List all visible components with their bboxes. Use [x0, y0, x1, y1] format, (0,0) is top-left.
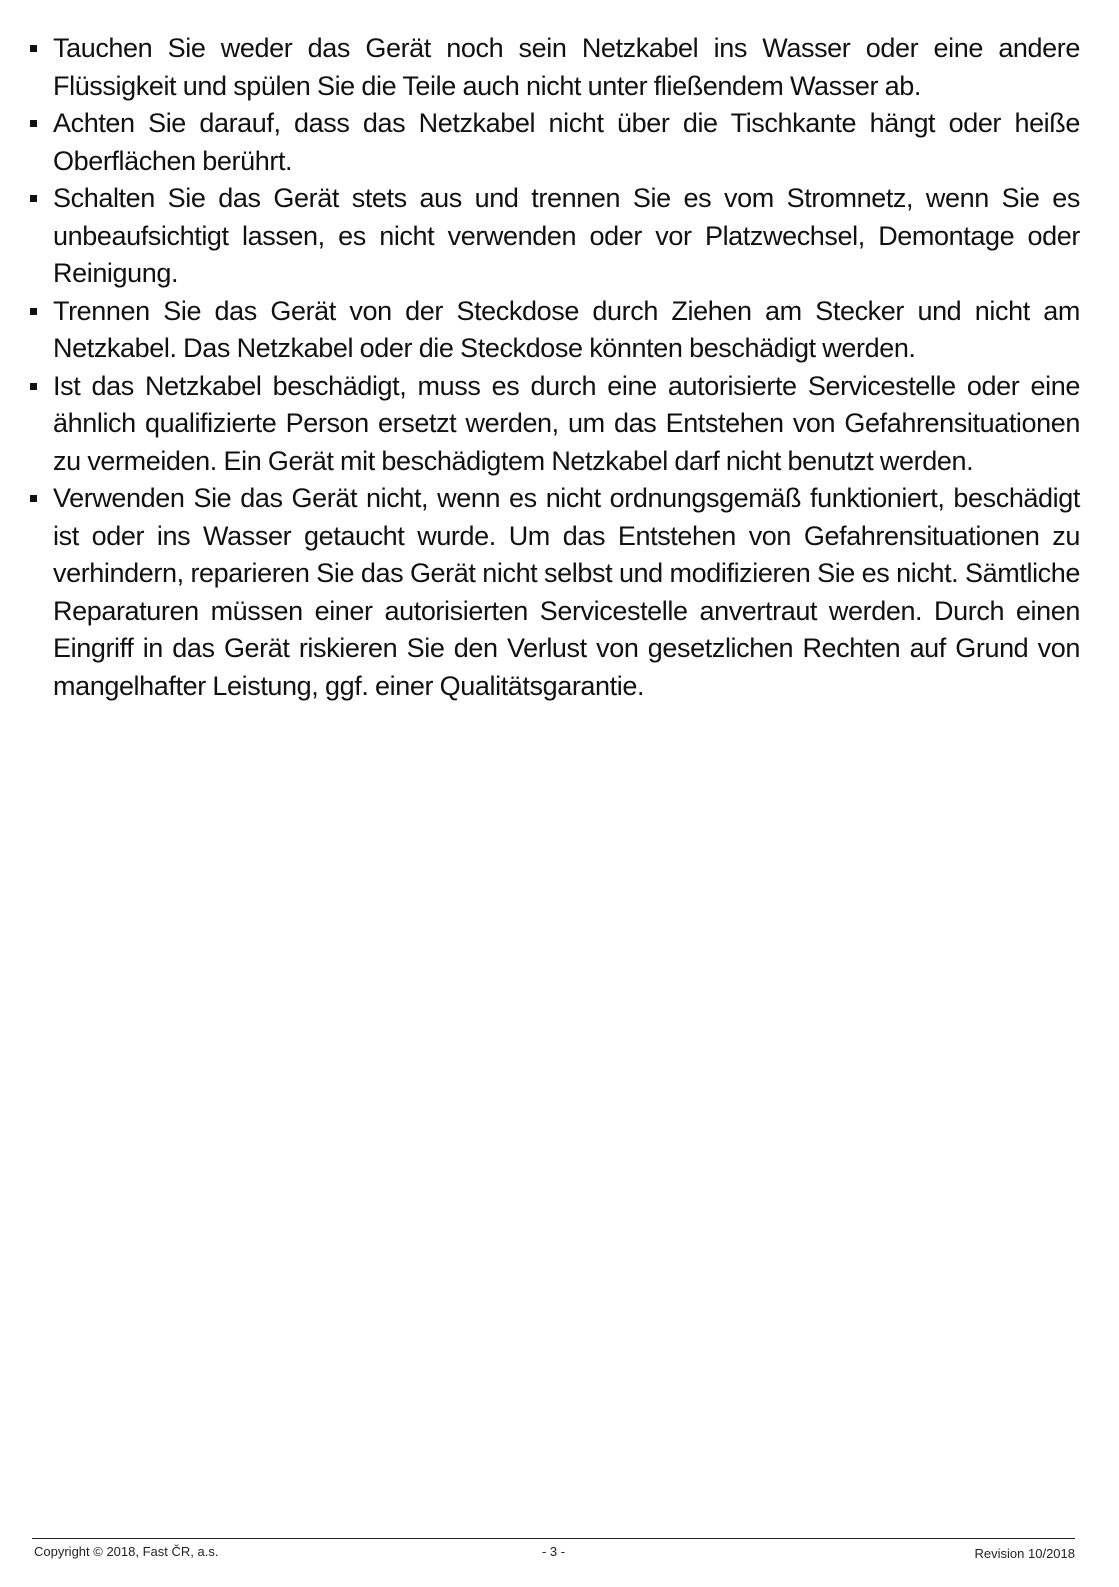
- list-item: [28, 180, 1080, 293]
- list-item: [28, 30, 1080, 105]
- page-footer: [32, 1538, 1075, 1569]
- bullet-square-icon: [30, 195, 37, 202]
- bullet-square-icon: [30, 383, 37, 390]
- bullet-square-icon: [30, 308, 37, 315]
- list-item-text: Ist das Netzkabel beschädigt, muss es durch eine autorisierte Servicestelle oder eine ähnlich qualifizierte Person ersetzt werden, um das Entstehen von Gefahrensituationen zu vermeiden. Ein Gerät mit beschädigtem Netzkabel darf nicht benutzt werden.: [53, 370, 1080, 476]
- list-item: [28, 293, 1080, 368]
- safety-instructions-list: [28, 30, 1080, 705]
- list-item-text: Schalten Sie das Gerät stets aus und trennen Sie es vom Stromnetz, wenn Sie es unbeaufsichtigt lassen, es nicht verwenden oder vor Platzwechsel, Demontage oder Reinigung.: [53, 183, 1080, 288]
- list-item-text: Trennen Sie das Gerät von der Steckdose durch Ziehen am Stecker und nicht am Netzkabel. Das Netzkabel oder die Steckdose könnten beschädigt werden.: [53, 295, 1080, 363]
- bullet-square-icon: [30, 495, 37, 502]
- list-item: [28, 105, 1080, 180]
- bullet-square-icon: [30, 120, 37, 127]
- document-body: [28, 30, 1080, 705]
- list-item-text: Achten Sie darauf, dass das Netzkabel nicht über die Tischkante hängt oder heiße Oberflächen berührt.: [53, 108, 1080, 176]
- bullet-square-icon: [30, 45, 37, 52]
- list-item-text: Verwenden Sie das Gerät nicht, wenn es nicht ordnungsgemäß funktioniert, beschädigt ist oder ins Wasser getaucht wurde. Um das Entstehen von Gefahrensituationen zu verhindern, reparieren Sie das Gerät nicht selbst und modifizieren Sie es nicht. Sämtliche Reparaturen müssen einer autorisierten Servicestelle anvertraut werden. Durch einen Eingriff in das Gerät riskieren Sie den Verlust von gesetzlichen Rechten auf Grund von mangelhafter Leistung, ggf. einer Qualitätsgarantie.: [53, 483, 1080, 701]
- page-number: - 3 -: [541, 1544, 566, 1559]
- list-item-text: Tauchen Sie weder das Gerät noch sein Netzkabel ins Wasser oder eine andere Flüssigkeit und spülen Sie die Teile auch nicht unter fließendem Wasser ab.: [53, 33, 1080, 101]
- list-item: [28, 480, 1080, 705]
- list-item: [28, 368, 1080, 481]
- revision-text: Revision 10/2018: [974, 1546, 1075, 1561]
- copyright-text: Copyright © 2018, Fast ČR, a.s.: [34, 1544, 219, 1559]
